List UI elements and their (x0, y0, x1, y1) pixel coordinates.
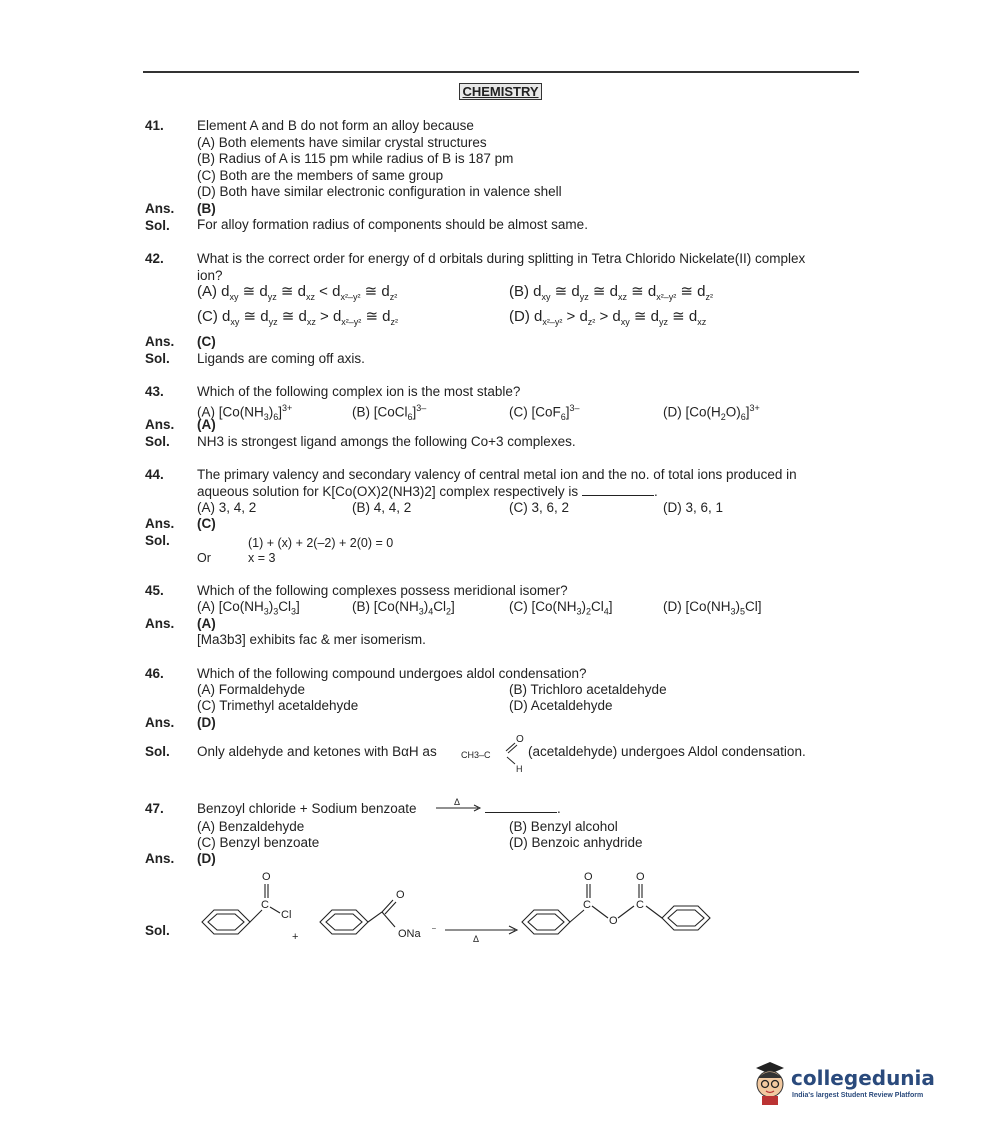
option-c: (C) Both are the members of same group (197, 167, 444, 183)
answer-blank (582, 485, 654, 496)
question-text: Which of the following complex ion is the most stable? (197, 384, 521, 399)
or-label: Or (197, 551, 211, 565)
solution-label: Sol. (145, 218, 170, 233)
option-d: (D) $[Co(H_2O)_6]^{3+}$ (663, 403, 760, 423)
answer-label: Ans. (145, 201, 175, 216)
acetaldehyde-structure (460, 732, 530, 774)
option-b: (B) [CoCl$_6$]$^{3-}$ (352, 403, 427, 423)
solution-label: Sol. (145, 744, 170, 759)
svg-text:Δ: Δ (454, 797, 461, 807)
answer: (D) (197, 851, 216, 866)
benzene-ring-4-inner (668, 910, 704, 926)
question-number: 47. (145, 801, 164, 816)
answer-label: Ans. (145, 715, 175, 730)
svg-text:Δ: Δ (473, 934, 480, 944)
benzene-ring-2-inner (326, 914, 362, 930)
svg-text:C: C (636, 899, 644, 911)
answer: (B) (197, 200, 216, 216)
question-text: What is the correct order for energy of d orbitals during splitting in Tetra Chlorido Nickelate(II) complex (197, 251, 806, 266)
option-d: (D) $d_{x^2-y^2} > d_{z^2} > d_{xy}$ ≅ $d_{yz}$ ≅ $d_{xz}$ (509, 308, 707, 327)
solution-label: Sol. (145, 923, 170, 938)
answer-label: Ans. (145, 417, 175, 432)
svg-text:–: – (432, 925, 436, 932)
option-b: (B) Benzyl alcohol (509, 819, 618, 834)
question-number: 44. (145, 467, 164, 482)
reaction-scheme (190, 860, 730, 960)
svg-text:H: H (516, 764, 523, 774)
question-text: Which of the following complexes possess meridional isomer? (197, 583, 568, 598)
answer: (D) (197, 715, 216, 730)
solution: For alloy formation radius of components should be almost same. (197, 217, 588, 232)
option-b: (B) Radius of A is 115 pm while radius of B is 187 pm (197, 151, 514, 166)
svg-text:ONa: ONa (398, 928, 421, 940)
option-c: (C) $[CoF_6]^{3-}$ (509, 403, 580, 423)
question-text-cont: ion? (197, 267, 223, 283)
question-number: 46. (145, 666, 164, 681)
svg-text:C: C (261, 899, 269, 911)
collegedunia-logo (748, 1058, 933, 1106)
answer: (A) (197, 417, 216, 432)
solution-label: Sol. (145, 533, 170, 548)
question-number: 43. (145, 384, 164, 399)
answer-blank-line: . (485, 801, 561, 818)
option-d: (D) $[Co(NH_3)_5Cl]$ (663, 599, 762, 617)
question-number: 42. (145, 251, 164, 266)
answer-label: Ans. (145, 851, 175, 866)
svg-text:O: O (636, 871, 645, 883)
question-text: Element A and B do not form an alloy because (197, 118, 474, 133)
svg-text:O: O (609, 915, 618, 927)
solution: Ligands are coming off axis. (197, 351, 365, 366)
question-text: Benzoyl chloride + Sodium benzoate (197, 801, 417, 816)
benzene-ring-3-inner (528, 914, 564, 930)
option-a: (A) Both elements have similar crystal structures (197, 134, 487, 150)
option-b: (B) 4, 4, 2 (352, 500, 412, 515)
mascot-icon (748, 1058, 792, 1106)
answer-label: Ans. (145, 334, 175, 349)
question-number: 41. (145, 118, 164, 133)
answer-label: Ans. (145, 516, 175, 531)
solution: NH3 is strongest ligand amongs the following Co+3 complexes. (197, 434, 576, 449)
svg-text:C: C (583, 899, 591, 911)
answer: (A) (197, 616, 216, 631)
svg-text:Cl: Cl (281, 909, 292, 921)
option-c: (C) Trimethyl acetaldehyde (197, 698, 359, 713)
option-a: (A) 3, 4, 2 (197, 500, 257, 515)
answer: (C) (197, 334, 216, 349)
heat-arrow (434, 797, 484, 813)
solution-text: Only aldehyde and ketones with BαH as (197, 744, 437, 759)
option-b: (B) $[Co(NH_3)_4Cl_2]$ (352, 599, 455, 617)
solution-result: x = 3 (248, 551, 276, 565)
answer: (C) (197, 516, 216, 531)
question-text: Which of the following compound undergoes aldol condensation? (197, 666, 587, 681)
answer-label: Ans. (145, 616, 175, 631)
brand-name: collegedunia (791, 1066, 935, 1090)
option-a: (A) $d_{xy}$ ≅ $d_{yz}$ ≅ $d_{xz} < d_{x^2-y^2}$ ≅ $d_{z^2}$ (197, 283, 398, 302)
question-text-cont: aqueous solution for K[Co(OX)2(NH3)2] complex respectively is (197, 483, 579, 499)
svg-text:O: O (584, 871, 593, 883)
option-c: (C) Benzyl benzoate (197, 835, 320, 850)
solution-label: Sol. (145, 434, 170, 449)
brand-tagline: India's largest Student Review Platform (792, 1092, 924, 1099)
option-a: (A) Benzaldehyde (197, 819, 305, 834)
section-title: CHEMISTRY (0, 84, 1001, 99)
svg-text:O: O (516, 734, 524, 745)
option-a: (A) $[Co(NH_3)_3Cl_3]$ (197, 599, 300, 617)
header-rule (143, 71, 859, 73)
option-d: (D) 3, 6, 1 (663, 500, 724, 515)
svg-text:+: + (292, 931, 299, 943)
option-d: (D) Acetaldehyde (509, 698, 613, 713)
question-number: 45. (145, 583, 164, 598)
question-text: The primary valency and secondary valency of central metal ion and the no. of total ions produced in (197, 467, 797, 482)
solution-label: Sol. (145, 351, 170, 366)
option-a: (A) Formaldehyde (197, 682, 306, 697)
solution-equation: (1) + (x) + 2(–2) + 2(0) = 0 (248, 536, 394, 550)
option-c: (C) $[Co(NH_3)_2Cl_4]$ (509, 599, 613, 617)
svg-text:CH3–C: CH3–C (461, 750, 491, 760)
svg-text:O: O (396, 889, 405, 901)
option-a: (A) $[Co(NH_3)_6]^{3+}$ (197, 403, 293, 423)
solution: [Ma3b3] exhibits fac & mer isomerism. (197, 632, 426, 647)
benzene-ring-1-inner (208, 914, 244, 930)
option-d: (D) Both have similar electronic configuration in valence shell (197, 184, 562, 199)
svg-text:O: O (262, 871, 271, 883)
option-d: (D) Benzoic anhydride (509, 835, 643, 850)
option-b: (B) Trichloro acetaldehyde (509, 682, 667, 697)
option-c: (C) $d_{xy}$ ≅ $d_{yz}$ ≅ $d_{xz} > d_{x^2-y^2}$ ≅ $d_{z^2}$ (197, 308, 399, 327)
option-c: (C) 3, 6, 2 (509, 500, 570, 515)
solution-text-cont: (acetaldehyde) undergoes Aldol condensation. (528, 744, 806, 759)
option-b: (B) $d_{xy}$ ≅ $d_{yz}$ ≅ $d_{xz}$ ≅ $d_{x^2-y^2}$ ≅ $d_{z^2}$ (509, 283, 714, 302)
